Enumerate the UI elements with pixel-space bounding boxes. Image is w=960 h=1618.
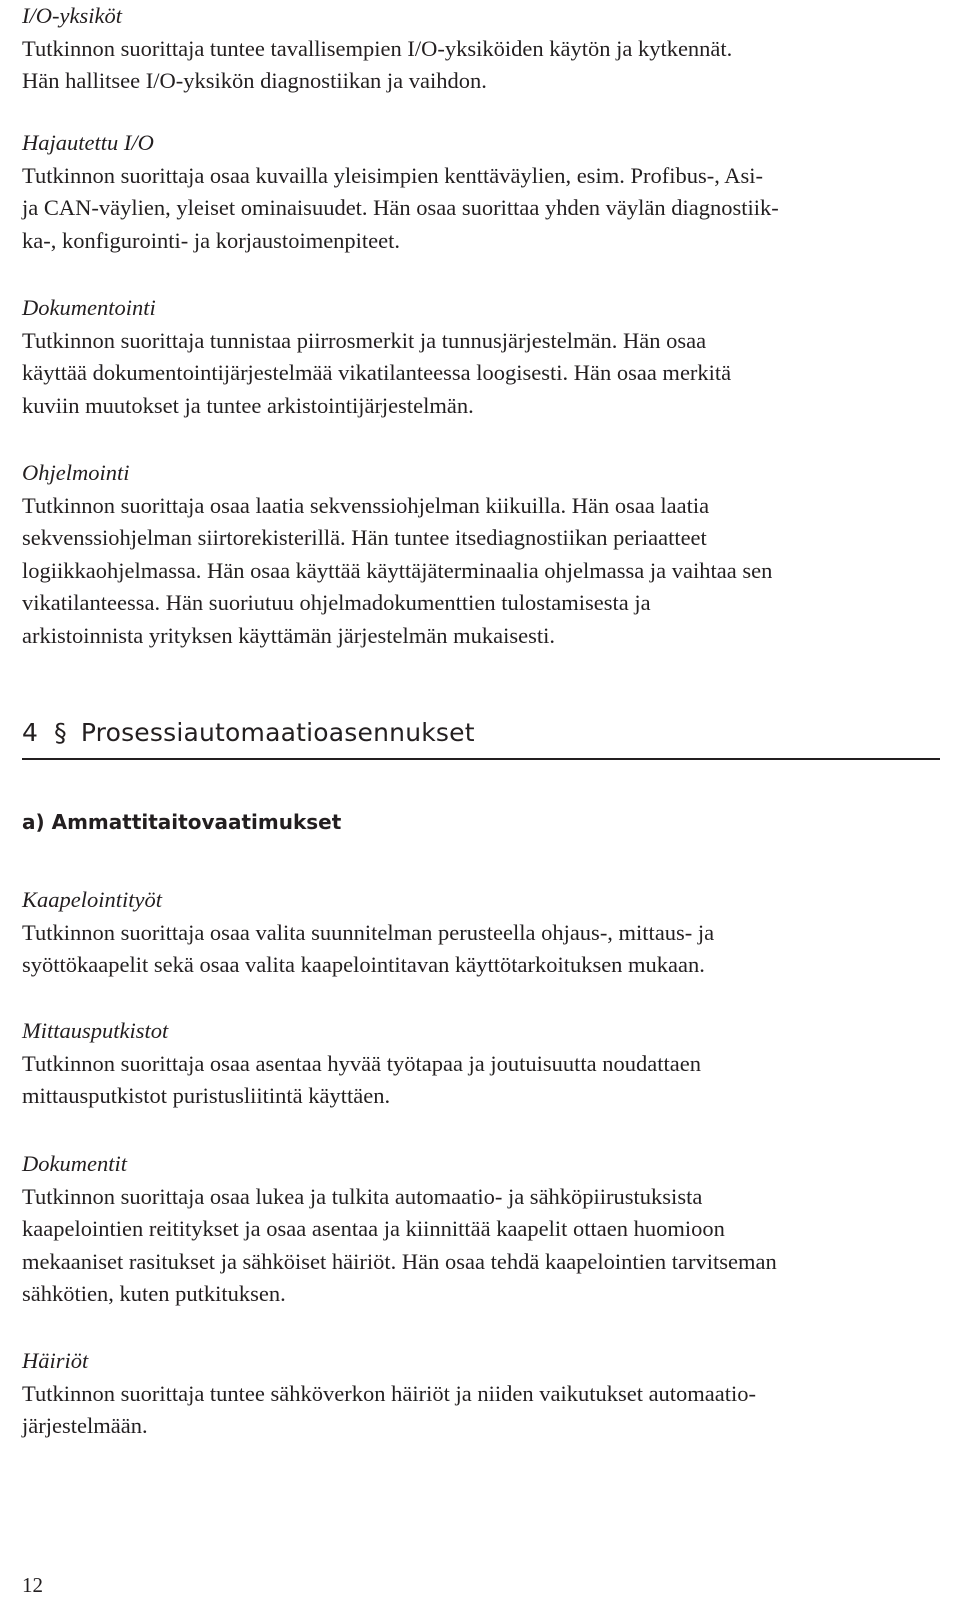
body-line: käyttää dokumentointijärjestelmää vikatilanteessa loogisesti. Hän osaa merkitä (22, 360, 732, 385)
section-measurement-piping (22, 1015, 940, 1113)
section-title: Dokumentointi (22, 295, 156, 320)
body-line: kuviin muutokset ja tuntee arkistointijärjestelmän. (22, 392, 474, 418)
body-line: sekvenssiohjelman siirtorekisterillä. Hän tuntee itsediagnostiikan periaatteet (22, 525, 707, 550)
chapter-title: Prosessiautomaatioasennukset (80, 718, 475, 747)
page-number: 12 (22, 1573, 43, 1597)
section-symbol: § (54, 718, 67, 747)
body-line: Tutkinnon suorittaja tunnistaa piirrosmerkit ja tunnusjärjestelmän. Hän osaa (22, 327, 707, 353)
section-io-units (22, 0, 940, 98)
body-line: mittausputkistot puristusliitintä käyttäen. (22, 1083, 391, 1108)
body-line: mekaaniset rasitukset ja sähköiset häiriöt. Hän osaa tehdä kaapelointien tarvitseman (22, 1248, 777, 1274)
section-body (22, 325, 940, 423)
section-body (22, 160, 940, 258)
section-body (22, 917, 940, 982)
body-line: Hän hallitsee I/O-yksikön diagnostiikan ja vaihdon. (22, 68, 487, 93)
chapter-number: 4 (22, 718, 39, 747)
chapter-heading (22, 716, 940, 750)
section-title: Dokumentit (22, 1151, 127, 1176)
chapter-divider (22, 758, 940, 760)
section-title: Häiriöt (22, 1348, 89, 1373)
section-documents (22, 1148, 940, 1311)
section-body (22, 1181, 940, 1311)
body-line: logiikkaohjelmassa. Hän osaa käyttää käyttäjäterminaalia ohjelmassa ja vaihtaa sen (22, 557, 773, 583)
body-line: Tutkinnon suorittaja osaa kuvailla yleisimpien kenttäväylien, esim. Profibus-, Asi- (22, 162, 763, 188)
body-line: Tutkinnon suorittaja osaa lukea ja tulkita automaatio- ja sähköpiirustuksista (22, 1183, 703, 1209)
body-line: arkistoinnista yrityksen käyttämän järjestelmän mukaisesti. (22, 622, 556, 648)
section-body (22, 490, 940, 653)
subheading: a) Ammattitaitovaatimukset (22, 810, 342, 834)
section-body (22, 33, 940, 98)
body-line: Tutkinnon suorittaja osaa valita suunnitelman perusteella ohjaus-, mittaus- ja (22, 919, 715, 945)
section-title: Ohjelmointi (22, 460, 130, 485)
section-title: Hajautettu I/O (22, 130, 154, 155)
section-title: I/O-yksiköt (22, 3, 122, 28)
body-line: järjestelmään. (22, 1413, 148, 1438)
section-documentation (22, 292, 940, 422)
section-body (22, 1378, 940, 1443)
section-interference (22, 1345, 940, 1443)
section-programming (22, 457, 940, 652)
body-line: ja CAN-väylien, yleiset ominaisuudet. Hän osaa suorittaa yhden väylän diagnostiik- (22, 195, 779, 220)
section-cabling (22, 884, 940, 982)
body-line: Tutkinnon suorittaja osaa laatia sekvenssiohjelman kiikuilla. Hän osaa laatia (22, 492, 710, 518)
body-line: Tutkinnon suorittaja osaa asentaa hyvää työtapaa ja joutuisuutta noudattaen (22, 1050, 701, 1076)
body-line: syöttökaapelit sekä osaa valita kaapelointitavan käyttötarkoituksen mukaan. (22, 952, 705, 977)
body-line: ka-, konfigurointi- ja korjaustoimenpiteet. (22, 227, 401, 253)
section-title: Mittausputkistot (22, 1018, 169, 1043)
body-line: vikatilanteessa. Hän suoriutuu ohjelmadokumenttien tulostamisesta ja (22, 590, 651, 615)
section-distributed-io (22, 127, 940, 257)
body-line: Tutkinnon suorittaja tuntee tavallisempien I/O-yksiköiden käytön ja kytkennät. (22, 35, 733, 61)
body-line: sähkötien, kuten putkituksen. (22, 1281, 286, 1306)
section-body (22, 1048, 940, 1113)
body-line: kaapelointien reititykset ja osaa asentaa ja kiinnittää kaapelit ottaen huomioon (22, 1216, 725, 1241)
body-line: Tutkinnon suorittaja tuntee sähköverkon häiriöt ja niiden vaikutukset automaatio- (22, 1380, 757, 1406)
section-title: Kaapelointityöt (22, 887, 162, 912)
